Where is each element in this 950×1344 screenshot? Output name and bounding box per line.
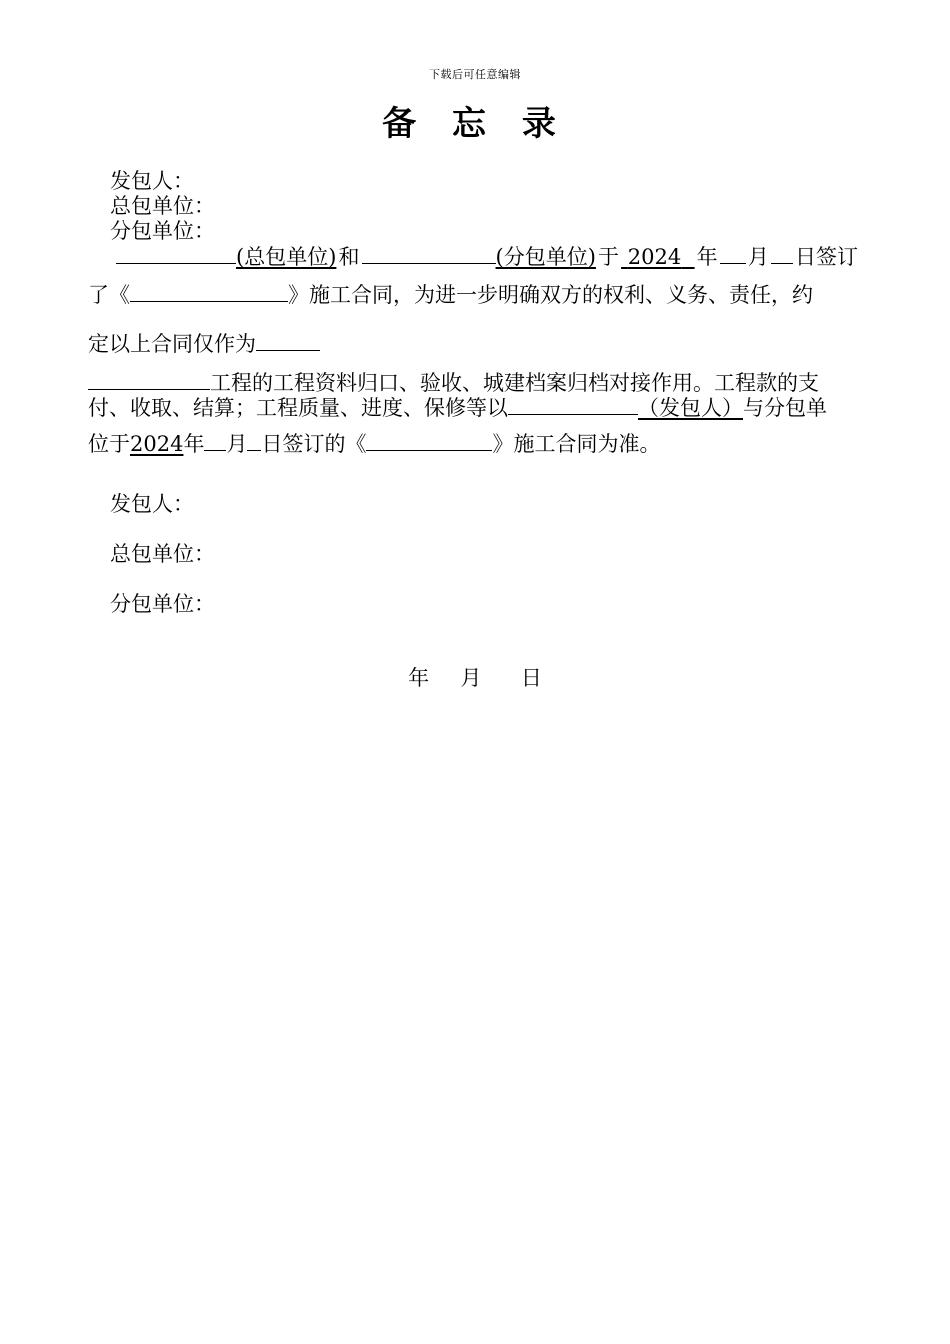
day-blank <box>771 243 793 264</box>
month-char: 月 <box>747 245 769 269</box>
day-blank-2 <box>247 430 261 451</box>
bottom-employer-label: 发包人： <box>110 492 194 516</box>
top-subcontractor-label: 分包单位： <box>110 219 215 243</box>
body-line-5: 付、收取、结算；工程质量、进度、保修等以 （发包人）与分包单 <box>88 396 827 420</box>
day-sign-text: 日签订 <box>794 245 858 269</box>
sub-blank <box>362 243 596 269</box>
year-field: 2024 <box>627 245 682 269</box>
bottom-general-contractor-label: 总包单位： <box>110 542 215 566</box>
project-blank-a <box>256 330 320 351</box>
top-general-contractor-label: 总包单位： <box>110 194 215 218</box>
document-title: 备 忘 录 <box>382 104 568 144</box>
and-text: 和 <box>338 245 360 269</box>
year-field-2: 2024 <box>130 432 184 456</box>
body-line-2: 了《 》施工合同，为进一步明确双方的权利、义务、责任，约 <box>88 283 813 307</box>
header-note: 下载后可任意编辑 <box>429 68 521 81</box>
bottom-subcontractor-label: 分包单位： <box>110 592 215 616</box>
contract-name-blank-1 <box>130 281 288 302</box>
date-month: 月 <box>460 666 482 690</box>
contract-name-blank-2 <box>366 430 492 451</box>
body-line-4: 工程的工程资料归口、验收、城建档案归档对接作用。工程款的支 <box>88 369 819 395</box>
sub-tag: (分包单位) <box>495 245 596 269</box>
gc-blank <box>116 243 336 269</box>
date-year: 年 <box>408 666 430 690</box>
signature-date-line <box>0 666 950 690</box>
project-blank-b <box>88 369 210 390</box>
employer-blank: （发包人） <box>508 396 743 420</box>
gc-tag: (总包单位) <box>236 245 337 269</box>
date-day: 日 <box>520 666 542 690</box>
top-employer-label: 发包人： <box>110 169 194 193</box>
body-line-3: 定以上合同仅作为 <box>88 330 320 356</box>
month-blank <box>720 243 746 264</box>
year-char: 年 <box>696 245 718 269</box>
body-line-6: 位于2024年 月 日签订的《 》施工合同为准。 <box>88 432 661 456</box>
yu-text: 于 <box>598 245 620 269</box>
month-blank-2 <box>204 430 226 451</box>
body-line-1 <box>116 243 858 269</box>
